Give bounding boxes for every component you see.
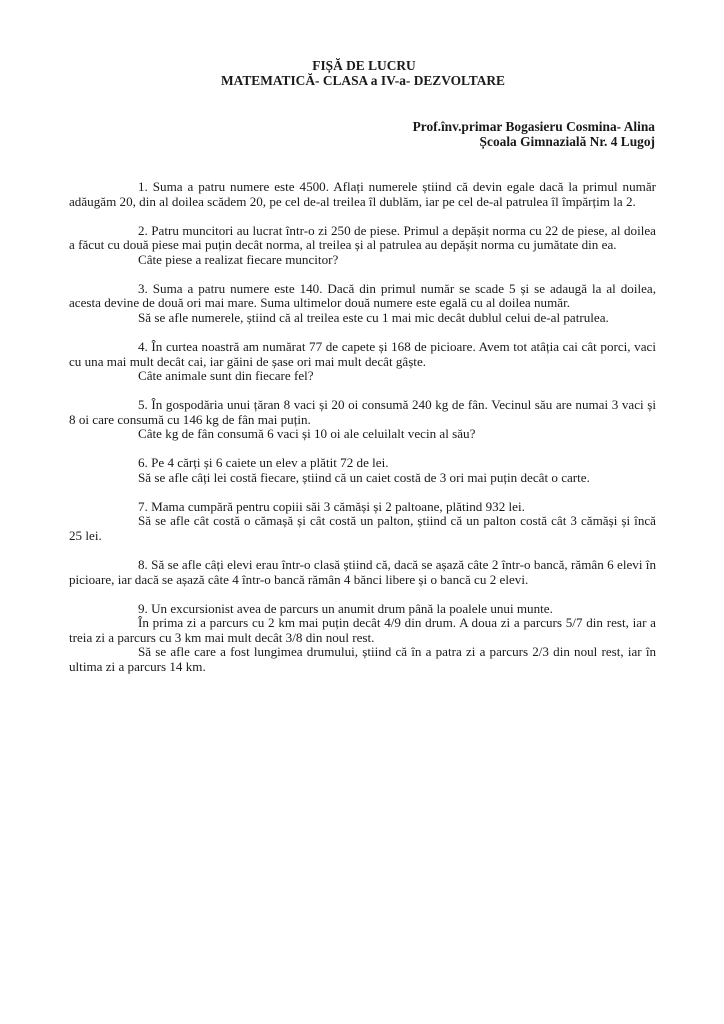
problem-6 (69, 456, 656, 485)
school-name: Școala Gimnazială Nr. 4 Lugoj (479, 134, 655, 149)
problem-text: 8. Să se afle câți elevi erau într-o clasă știind că, dacă se așază câte 2 într-o bancă, rămân 6 elevi în picioare, iar dacă se așază câte 4 într-o bancă rămân 4 bănci libere și o bancă cu 2 elevi. (69, 557, 656, 587)
problem-5 (69, 398, 656, 442)
document-subtitle: MATEMATICĂ- CLASA a IV-a- DEZVOLTARE (221, 73, 505, 88)
problem-9 (69, 602, 656, 675)
problem-2 (69, 224, 656, 268)
problem-7 (69, 500, 656, 544)
problem-3 (69, 282, 656, 326)
problem-question: Să se afle câți lei costă fiecare, știind că un caiet costă de 3 ori mai puțin decât o carte. (138, 469, 590, 485)
problem-question: Să se afle cât costă o cămașă și cât costă un palton, știind că un palton costă cât 3 cămăși și încă 25 lei. (69, 513, 656, 544)
problem-text: 6. Pe 4 cărți și 6 caiete un elev a plătit 72 de lei. (138, 455, 389, 471)
problem-text: 7. Mama cumpără pentru copiii săi 3 cămăși și 2 paltoane, plătind 932 lei. (138, 498, 525, 514)
problem-text: 5. În gospodăria unui țăran 8 vaci și 20 oi consumă 240 kg de fân. Vecinul său are numai 3 vaci și 8 oi care consumă cu 146 kg de fân mai puțin. (69, 397, 656, 427)
problem-list (69, 180, 656, 689)
problem-4 (69, 340, 656, 384)
problem-text: 1. Suma a patru numere este 4500. Aflați numerele știind că devin egale dacă la primul număr adăugăm 20, din al doilea scădem 20, pe cel de-al treilea îl dublăm, iar pe cel de-al patrulea îl împărțim la 2. (69, 179, 656, 209)
problem-text: 4. În curtea noastră am numărat 77 de capete și 168 de picioare. Avem tot atâția cai cât porci, vaci cu una mai mult decât cai, iar găini de șase ori mai mult decât gâște. (69, 338, 656, 369)
problem-8 (69, 558, 656, 587)
problem-question: Câte animale sunt din fiecare fel? (138, 368, 314, 384)
problem-question: Să se afle care a fost lungimea drumului, știind că în a patra zi a parcurs 2/3 din noul rest, iar în ultima zi a parcurs 14 km. (69, 644, 656, 674)
document-header (0, 58, 724, 88)
problem-text: 3. Suma a patru numere este 140. Dacă din primul număr se scade 5 și se adaugă la al doilea, acesta devine de două ori mai mare. Suma ultimelor două numere este egală cu al doilea număr. (69, 280, 656, 311)
author-block (413, 119, 655, 149)
problem-text: În prima zi a parcurs cu 2 km mai puțin decât 4/9 din drum. A doua zi a parcurs 5/7 din rest, iar a treia zi a parcurs cu 3 km mai mult decât 3/8 din noul rest. (69, 615, 656, 645)
problem-question: Să se afle numerele, știind că al treilea este cu 1 mai mic decât dublul celui de-al patrulea. (138, 309, 609, 325)
document-title: FIȘĂ DE LUCRU (312, 58, 416, 73)
problem-text: 9. Un excursionist avea de parcurs un anumit drum până la poalele unui munte. (138, 600, 553, 616)
problem-1 (69, 180, 656, 209)
problem-question: Câte kg de fân consumă 6 vaci și 10 oi ale celuilalt vecin al său? (138, 426, 476, 442)
author-name: Prof.înv.primar Bogasieru Cosmina- Alina (412, 119, 655, 134)
problem-text: 2. Patru muncitori au lucrat într-o zi 250 de piese. Primul a depășit norma cu 22 de piese, al doilea a făcut cu două piese mai puțin decât norma, al treilea și al patrulea au depășit norma cu jumătate din ea. (69, 222, 656, 253)
problem-question: Câte piese a realizat fiecare muncitor? (138, 251, 339, 267)
